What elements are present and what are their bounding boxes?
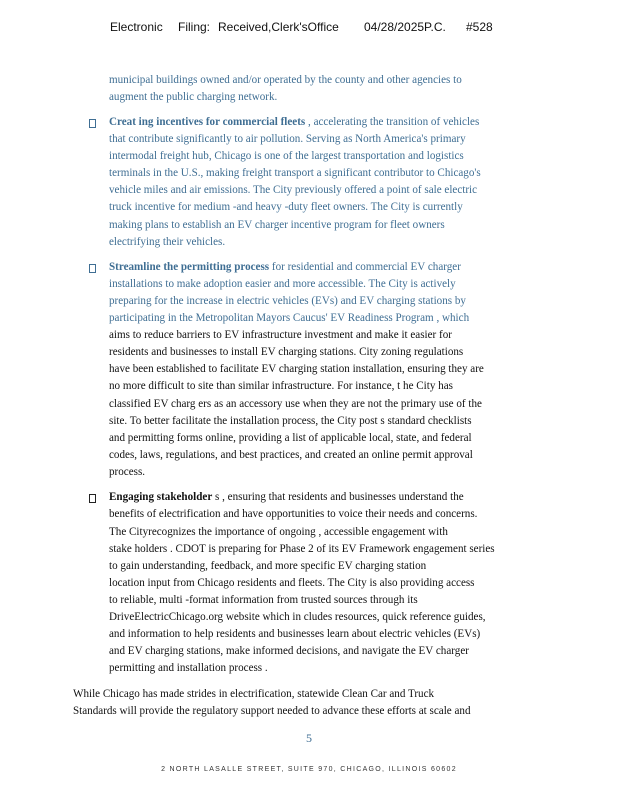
bullet3-line: stake holders . CDOT is preparing for Phase 2 of its EV Framework engagement series [109, 543, 495, 555]
header-number: #528 [466, 20, 493, 34]
bullet3-line: The Cityrecognizes the importance of ongoing , accessible engagement with [109, 526, 448, 538]
bullet3-line: location input from Chicago residents and fleets. The City is also providing access [109, 577, 475, 589]
bullet2-line: codes, laws, regulations, and best practices, and created an online permit approval [109, 449, 473, 461]
header-electronic: Electronic [110, 20, 163, 34]
bullet3-line: to reliable, multi -format information from trusted sources through its [109, 594, 418, 606]
bullet-marker-icon [89, 494, 96, 503]
bullet2-first-rest: for residential and commercial EV charger [269, 261, 461, 273]
bullet2-line: preparing for the increase in electric vehicles (EVs) and EV charging stations by [109, 295, 466, 307]
header-received: Received,Clerk'sOffice [218, 20, 339, 34]
bullet3-line: permitting and installation process . [109, 662, 268, 674]
bullet2-first-line [109, 260, 461, 274]
bullet2-heading: Streamline the permitting process [109, 261, 270, 273]
continuation-line: municipal buildings owned and/or operated by the county and other agencies to [109, 74, 462, 86]
bullet1-line: electrifying their vehicles. [109, 236, 226, 248]
bullet2-line: residents and businesses to install EV charging stations. City zoning regulations [109, 346, 464, 358]
bullet3-line: to gain understanding, feedback, and more specific EV charging station [109, 560, 427, 572]
bullet2-line: aims to reduce barriers to EV infrastructure investment and make it easier for [109, 329, 452, 341]
header-date: 04/28/2025P.C. [364, 20, 446, 34]
bullet2-line: installations to make adoption easier and more accessible. The City is actively [109, 278, 456, 290]
page-number: 5 [306, 731, 312, 745]
bullet3-first-line [109, 490, 464, 504]
bullet1-line: terminals in the U.S., making freight transport a significant contributor to Chicago's [109, 167, 481, 179]
bullet-marker-icon [89, 264, 96, 273]
bullet-marker-icon [89, 119, 96, 128]
bullet1-line: truck incentive for medium -and heavy -duty fleet owners. The City is currently [109, 201, 463, 213]
bullet3-line: DriveElectricChicago.org website which in cludes resources, quick reference guides, [109, 611, 486, 623]
bullet2-line: process. [109, 466, 146, 478]
bullet1-heading: Creat ing incentives for commercial fleets [109, 116, 306, 128]
bullet3-line: benefits of electrification and have opportunities to voice their needs and concerns. [109, 508, 478, 520]
bullet3-line: and EV charging stations, make informed decisions, and navigate the EV charger [109, 645, 469, 657]
bullet1-first-rest: , accelerating the transition of vehicles [305, 116, 480, 128]
closing-paragraph-line: While Chicago has made strides in electrification, statewide Clean Car and Truck [73, 688, 435, 700]
footer-address: 2 NORTH LASALLE STREET, SUITE 970, CHICAGO, ILLINOIS 60602 [161, 766, 457, 773]
bullet1-first-line [109, 115, 479, 129]
bullet2-line: have been established to facilitate EV charging station installation, ensuring they are [109, 363, 484, 375]
bullet2-line: classified EV charg ers as an accessory use when they are not the primary use of the [109, 398, 482, 410]
bullet3-first-rest: s , ensuring that residents and businesses understand the [212, 491, 464, 503]
bullet3-heading: Engaging stakeholder [109, 491, 213, 503]
closing-paragraph-line: Standards will provide the regulatory support needed to advance these efforts at scale and [73, 705, 471, 717]
bullet2-line: participating in the Metropolitan Mayors Caucus' EV Readiness Program , which [109, 312, 470, 324]
bullet2-line: site. To better facilitate the installation process, the City post s standard checklists [109, 415, 472, 427]
bullet1-line: vehicle miles and air emissions. The City previously offered a point of sale electric [109, 184, 478, 196]
bullet1-line: making plans to establish an EV charger incentive program for fleet owners [109, 219, 445, 231]
header-filing: Filing: [178, 20, 211, 34]
bullet1-line: intermodal freight hub, Chicago is one of the largest transportation and logistics [109, 150, 464, 162]
bullet2-line: and permitting forms online, providing a list of applicable local, state, and federal [109, 432, 472, 444]
bullet1-line: that contribute significantly to air pollution. Serving as North America's primary [109, 133, 466, 145]
bullet2-line: no more difficult to site than similar infrastructure. For instance, t he City has [109, 380, 453, 392]
bullet3-line: and information to help residents and businesses learn about electric vehicles (EVs) [109, 628, 481, 640]
continuation-line: augment the public charging network. [109, 91, 278, 103]
